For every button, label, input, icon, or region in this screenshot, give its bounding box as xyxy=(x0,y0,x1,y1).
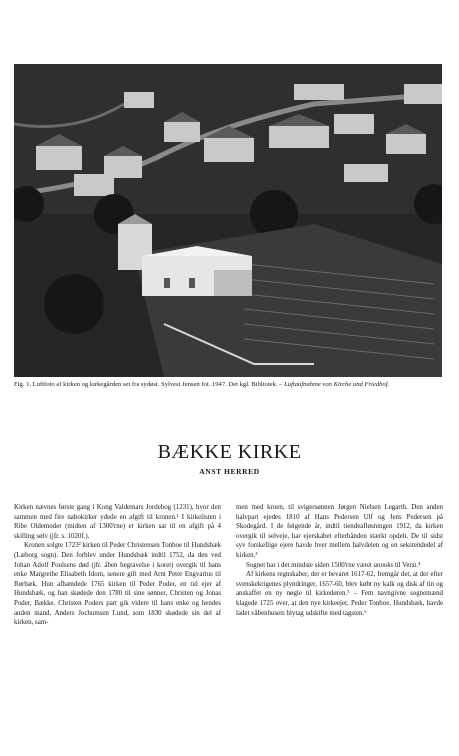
page-title: BÆKKE KIRKE xyxy=(157,441,302,463)
paragraph: Af kirkens regnskaber, der er bevaret 1617-62, fremgår det, at der efter svenskekrigenes plyndringer, 1657-60, blev købt ny kalk og disk af tin og anskaffet en ny nøgle til kirkedøren.⁵ – Fem navngivne sognemænd klagede 1725 over, at den nye kirkeejer, Peder Tonboe, Hundsbæk, havde ladet våbenhusets blytag udskifte med tagsten.⁶ xyxy=(236,571,443,617)
paragraph-italic: annoks xyxy=(373,561,394,569)
figure-caption-text: Fig. 1. Luftfoto af kirken og kirkegården set fra sydøst. Sylvest Jensen fot. 1947. Det kgl. Bibliotek. – xyxy=(14,381,285,388)
paragraph: men med kroen, til svigersønnen Jørgen Nielsen Legarth. Den anden halvpart ejedes 1810 af Hans Pedersen Ulf og Jens Pedersen på Skodegård. I de følgende år, indtil tiendeafløsningen 1912, da kirken overgik til selveje, har ejerskabet efterhånden stærkt opdelt. De til sidst syv forskellige ejere havde hver mellem halvdelen og en sekstendedel af kirken.³ xyxy=(236,504,443,559)
page-subtitle: ANST HERRED xyxy=(199,467,260,476)
paragraph xyxy=(236,561,443,571)
paragraph-text: Sognet har i det mindste siden 1500'rne været xyxy=(246,561,374,569)
figure-caption xyxy=(14,380,442,389)
aerial-photo xyxy=(14,64,442,377)
paragraph-text: til Verst.⁴ xyxy=(393,561,421,569)
paragraph: Kirken nævnes første gang i Kong Valdemars Jordebog (1231), hvor den sammen med fire nabokirker ydede en afgift til kronen.¹ I kirkelisten i Ribe Oldemoder (midten af 1300'rne) er kirken sat til en afgift på 4 skilling sølv (jfr. s. 1020f.). xyxy=(14,504,221,540)
aerial-photo-image xyxy=(14,64,442,377)
text-column-left xyxy=(14,503,221,628)
paragraph: Kronen solgte 1723² kirken til Peder Christensen Tonboe til Hundsbæk (Læborg sogn). Den forblev under Hundsbæk indtil 1752, da den ved Johan Adolf Poulsens død (jfr. åben begravelse i koret) overgik til hans enke Margrethe Elisabeth Idom, senere gift med Arnt Peter Engvarius til Rørbæk. Hun afhændede 1765 kirken til Peder Poder, en tid ejer af Hundsbæk, og han skødede den 1780 til sine sønner, Christen og Jonas Poder, Bække. Christen Poders part gik videre til hans enke og hendes anden mand, Anders Jochumsen Lund, som 1830 skødede sin del af kirken, sam- xyxy=(14,542,221,627)
figure-caption-german: Luftaufnahme von Kirche und Friedhof. xyxy=(284,381,390,388)
text-column-right xyxy=(236,503,443,618)
